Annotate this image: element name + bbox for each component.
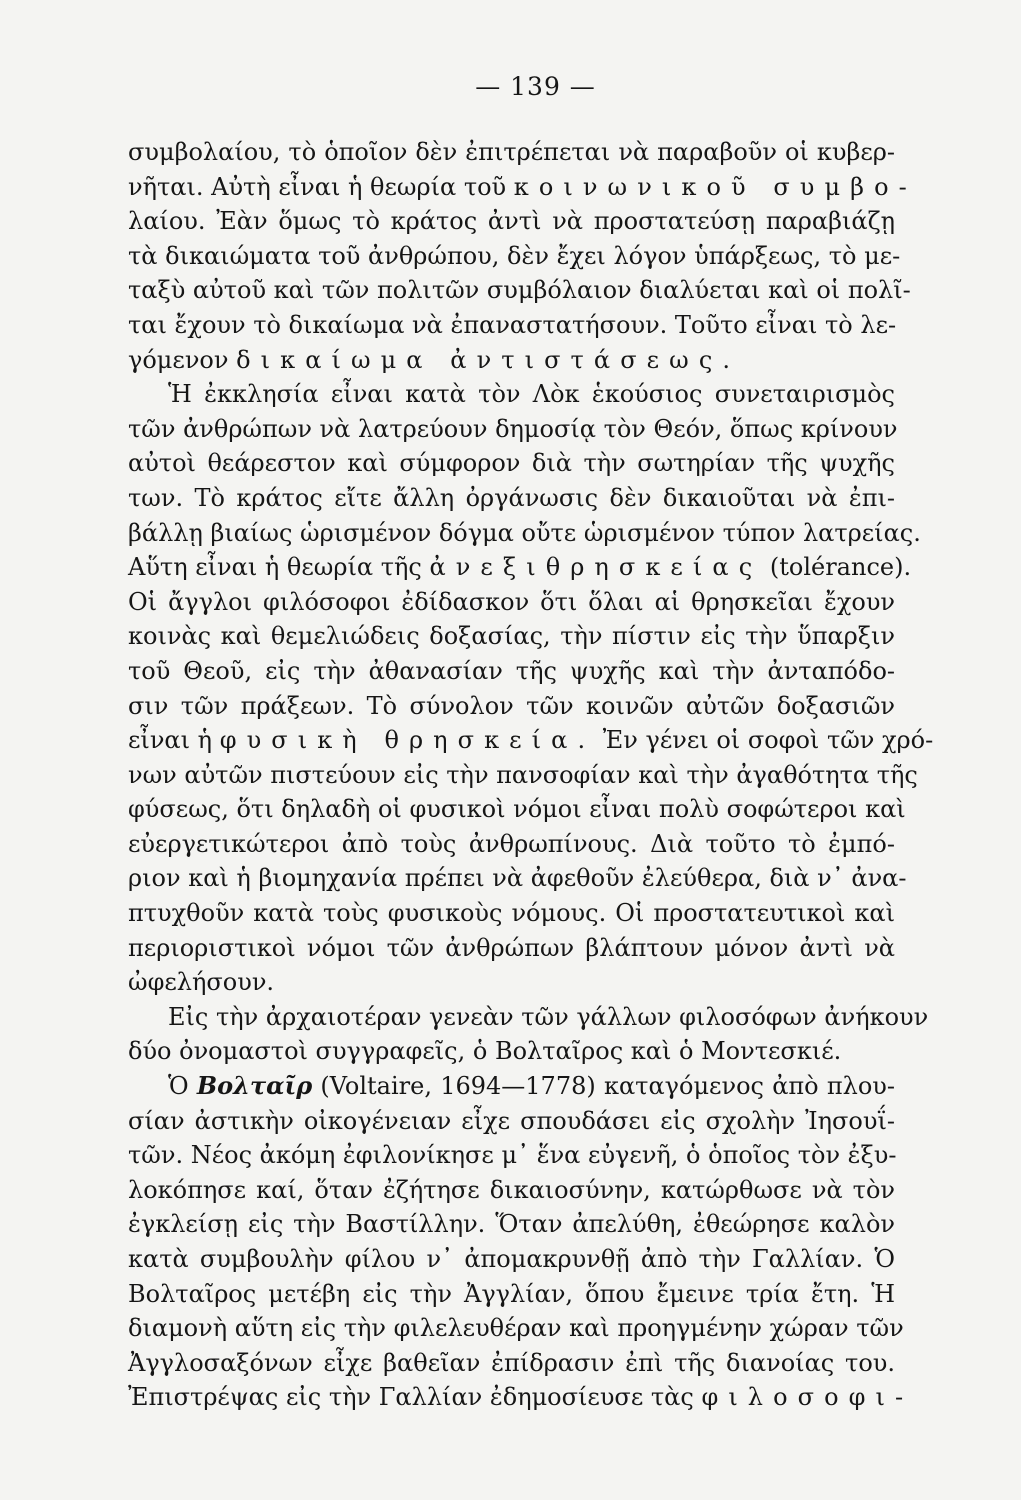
text-run: Ἐπιστρέψας εἰς τὴν Γαλλίαν ἐδημοσίευσε τὰς (128, 1383, 702, 1412)
text-line (128, 412, 898, 447)
text-run: φύσεως, ὅτι δηλαδὴ οἱ φυσικοὶ νόμοι εἶναι πολὺ σοφώτεροι καὶ (128, 795, 906, 824)
text-run: εἶναι ἡ (128, 726, 220, 755)
text-line (128, 1277, 895, 1312)
text-run: ὠφελήσουν. (128, 968, 275, 997)
text-line (128, 446, 895, 481)
text-run: τὰ δικαιώματα τοῦ ἀνθρώπου, δὲν ἔχει λόγον ὑπάρξεως, τὸ με- (128, 241, 901, 270)
text-line (128, 931, 895, 966)
text-line (128, 1311, 904, 1346)
text-line (128, 170, 917, 205)
text-run: λοκόπησε καί, ὅταν ἐζήτησε δικαιοσύνην, κατώρθωσε νὰ τὸν (128, 1175, 895, 1204)
text-line (128, 273, 911, 308)
text-line (128, 585, 895, 620)
text-run: σίαν ἀστικὴν οἰκογένειαν εἶχε σπουδάσει εἰς σχολὴν Ἰησουΐ- (128, 1106, 895, 1135)
paragraph-start-line (128, 1069, 895, 1104)
text-line (128, 758, 918, 793)
text-run: διαμονὴ αὕτη εἰς τὴν φιλελευθέραν καὶ προηγμένην χώραν τῶν (128, 1314, 904, 1343)
text-run: συμβολαίου, τὸ ὁποῖον δὲν ἐπιτρέπεται νὰ παραβοῦν οἱ κυβερ- (128, 138, 895, 166)
text-line (128, 550, 912, 585)
text-run: δύο ὀνομαστοὶ συγγραφεῖς, ὁ Βολταῖρος καὶ ὁ Μοντεσκιέ. (128, 1037, 842, 1066)
text-line (128, 827, 895, 862)
text-run: βάλλῃ βιαίως ὡρισμένον δόγμα οὔτε ὡρισμένον τύπον λατρείας. (128, 518, 921, 547)
text-run: κατὰ συμβουλὴν φίλου ν᾿ ἀπομακρυνθῇ ἀπὸ τὴν Γαλλίαν. Ὁ (128, 1245, 895, 1273)
text-run: Αὕτη εἶναι ἡ θεωρία τῆς (128, 553, 430, 582)
text-line (128, 896, 895, 931)
text-run: Ἀγγλοσαξόνων εἶχε βαθεῖαν ἐπίδρασιν ἐπὶ τῆς διανοίας του. (128, 1348, 895, 1377)
text-line (128, 135, 895, 170)
text-run: γόμενον (128, 345, 237, 374)
text-run: Ἐν γένει οἱ σοφοὶ τῶν χρό- (595, 726, 934, 755)
text-run: Ὁ (168, 1072, 197, 1101)
text-run: περιοριστικοὶ νόμοι τῶν ἀνθρώπων βλάπτουν μόνον ἀντὶ νὰ (128, 933, 895, 962)
text-line (128, 481, 895, 516)
text-run: νῆται. Αὐτὴ εἶναι ἡ θεωρία τοῦ (128, 172, 514, 201)
text-line (128, 1034, 895, 1069)
text-line (128, 308, 895, 343)
text-run: τῶν. Νέος ἀκόμη ἐφιλονίκησε μ᾿ ἕνα εὐγενῆ, ὁ ὁποῖος τὸν ἐξυ- (128, 1141, 897, 1170)
text-line (128, 204, 895, 239)
text-run: ἐγκλείσῃ εἰς τὴν Βαστίλλην. Ὅταν ἀπελύθη, ἐθεώρησε καλὸν (128, 1210, 895, 1239)
spaced-term: δικαίωμα ἀντιστάσεως. (236, 345, 741, 374)
text-run: πτυχθοῦν κατὰ τοὺς φυσικοὺς νόμους. Οἱ προστατευτικοὶ καὶ (128, 899, 895, 928)
text-run: τοῦ Θεοῦ, εἰς τὴν ἀθανασίαν τῆς ψυχῆς καὶ τὴν ἀνταπόδο- (128, 656, 895, 685)
text-run: Οἱ ἄγγλοι φιλόσοφοι ἐδίδασκον ὅτι ὅλαι αἱ θρησκεῖαι ἔχουν (128, 587, 895, 616)
text-run: τῶν ἀνθρώπων νὰ λατρεύουν δημοσίᾳ τὸν Θεόν, ὅπως κρίνουν (128, 414, 898, 443)
text-run: (tolérance). (762, 553, 912, 582)
text-run: Βολταῖρος μετέβη εἰς τὴν Ἀγγλίαν, ὅπου ἔμεινε τρία ἔτη. Ἡ (128, 1279, 895, 1308)
paragraph-start-line (128, 1000, 929, 1035)
text-run: των. Τὸ κράτος εἴτε ἄλλη ὀργάνωσις δὲν δικαιοῦται νὰ ἐπι- (128, 483, 895, 512)
text-run: λαίου. Ἐὰν ὅμως τὸ κράτος ἀντὶ νὰ προστατεύσῃ παραβιάζῃ (128, 207, 895, 236)
text-line (128, 1207, 895, 1242)
text-line (128, 1242, 895, 1277)
spaced-term: φιλοσοφι- (701, 1383, 914, 1412)
text-run: Εἰς τὴν ἀρχαιοτέραν γενεὰν τῶν γάλλων φιλοσόφων ἀνήκουν (168, 1002, 929, 1031)
text-line (128, 1346, 895, 1381)
text-run: νων αὐτῶν πιστεύουν εἰς τὴν πανσοφίαν καὶ τὴν ἀγαθότητα τῆς (128, 760, 918, 789)
paragraph-start-line (128, 377, 895, 412)
text-run: εὐεργετικώτεροι ἀπὸ τοὺς ἀνθρωπίνους. Διὰ τοῦτο τὸ ἐμπό- (128, 829, 895, 858)
text-line (128, 861, 907, 896)
text-line (128, 723, 934, 758)
text-line (128, 1380, 914, 1415)
bold-name: Βολταῖρ (196, 1071, 313, 1101)
text-line (128, 689, 895, 724)
page-number: — 139 — (475, 72, 596, 101)
text-line (128, 1173, 895, 1208)
spaced-term: φυσικὴ θρησκεία. (219, 726, 596, 755)
text-line (128, 343, 895, 378)
spaced-term: ἀνεξιθρησκείας (429, 553, 763, 582)
text-run: Ἡ ἐκκλησία εἶναι κατὰ τὸν Λὸκ ἑκούσιος συνεταιρισμὸς (168, 380, 895, 409)
spaced-term: κοινωνικοῦ συμβο- (513, 172, 917, 201)
text-run: αὐτοὶ θεάρεστον καὶ σύμφορον διὰ τὴν σωτηρίαν τῆς ψυχῆς (128, 449, 895, 478)
text-line (128, 1104, 895, 1139)
text-run: κοινὰς καὶ θεμελιώδεις δοξασίας, τὴν πίστιν εἰς τὴν ὕπαρξιν (128, 622, 895, 651)
text-line (128, 792, 906, 827)
body-text (128, 135, 934, 1415)
text-line (128, 619, 895, 654)
text-line (128, 516, 921, 551)
text-run: ριον καὶ ἡ βιομηχανία πρέπει νὰ ἀφεθοῦν ἐλεύθερα, διὰ ν᾿ ἀνα- (128, 864, 907, 893)
text-line (128, 654, 895, 689)
text-line (128, 1138, 895, 1173)
text-line (128, 965, 895, 1000)
text-line (128, 239, 901, 274)
text-run: ται ἔχουν τὸ δικαίωμα νὰ ἐπαναστατήσουν. Τοῦτο εἶναι τὸ λε- (128, 310, 897, 339)
text-run: σιν τῶν πράξεων. Τὸ σύνολον τῶν κοινῶν αὐτῶν δοξασιῶν (128, 691, 895, 720)
text-run: (Voltaire, 1694—1778) καταγόμενος ἀπὸ πλου- (312, 1072, 895, 1101)
text-run: ταξὺ αὐτοῦ καὶ τῶν πολιτῶν συμβόλαιον διαλύεται καὶ οἱ πολῖ- (128, 276, 911, 305)
